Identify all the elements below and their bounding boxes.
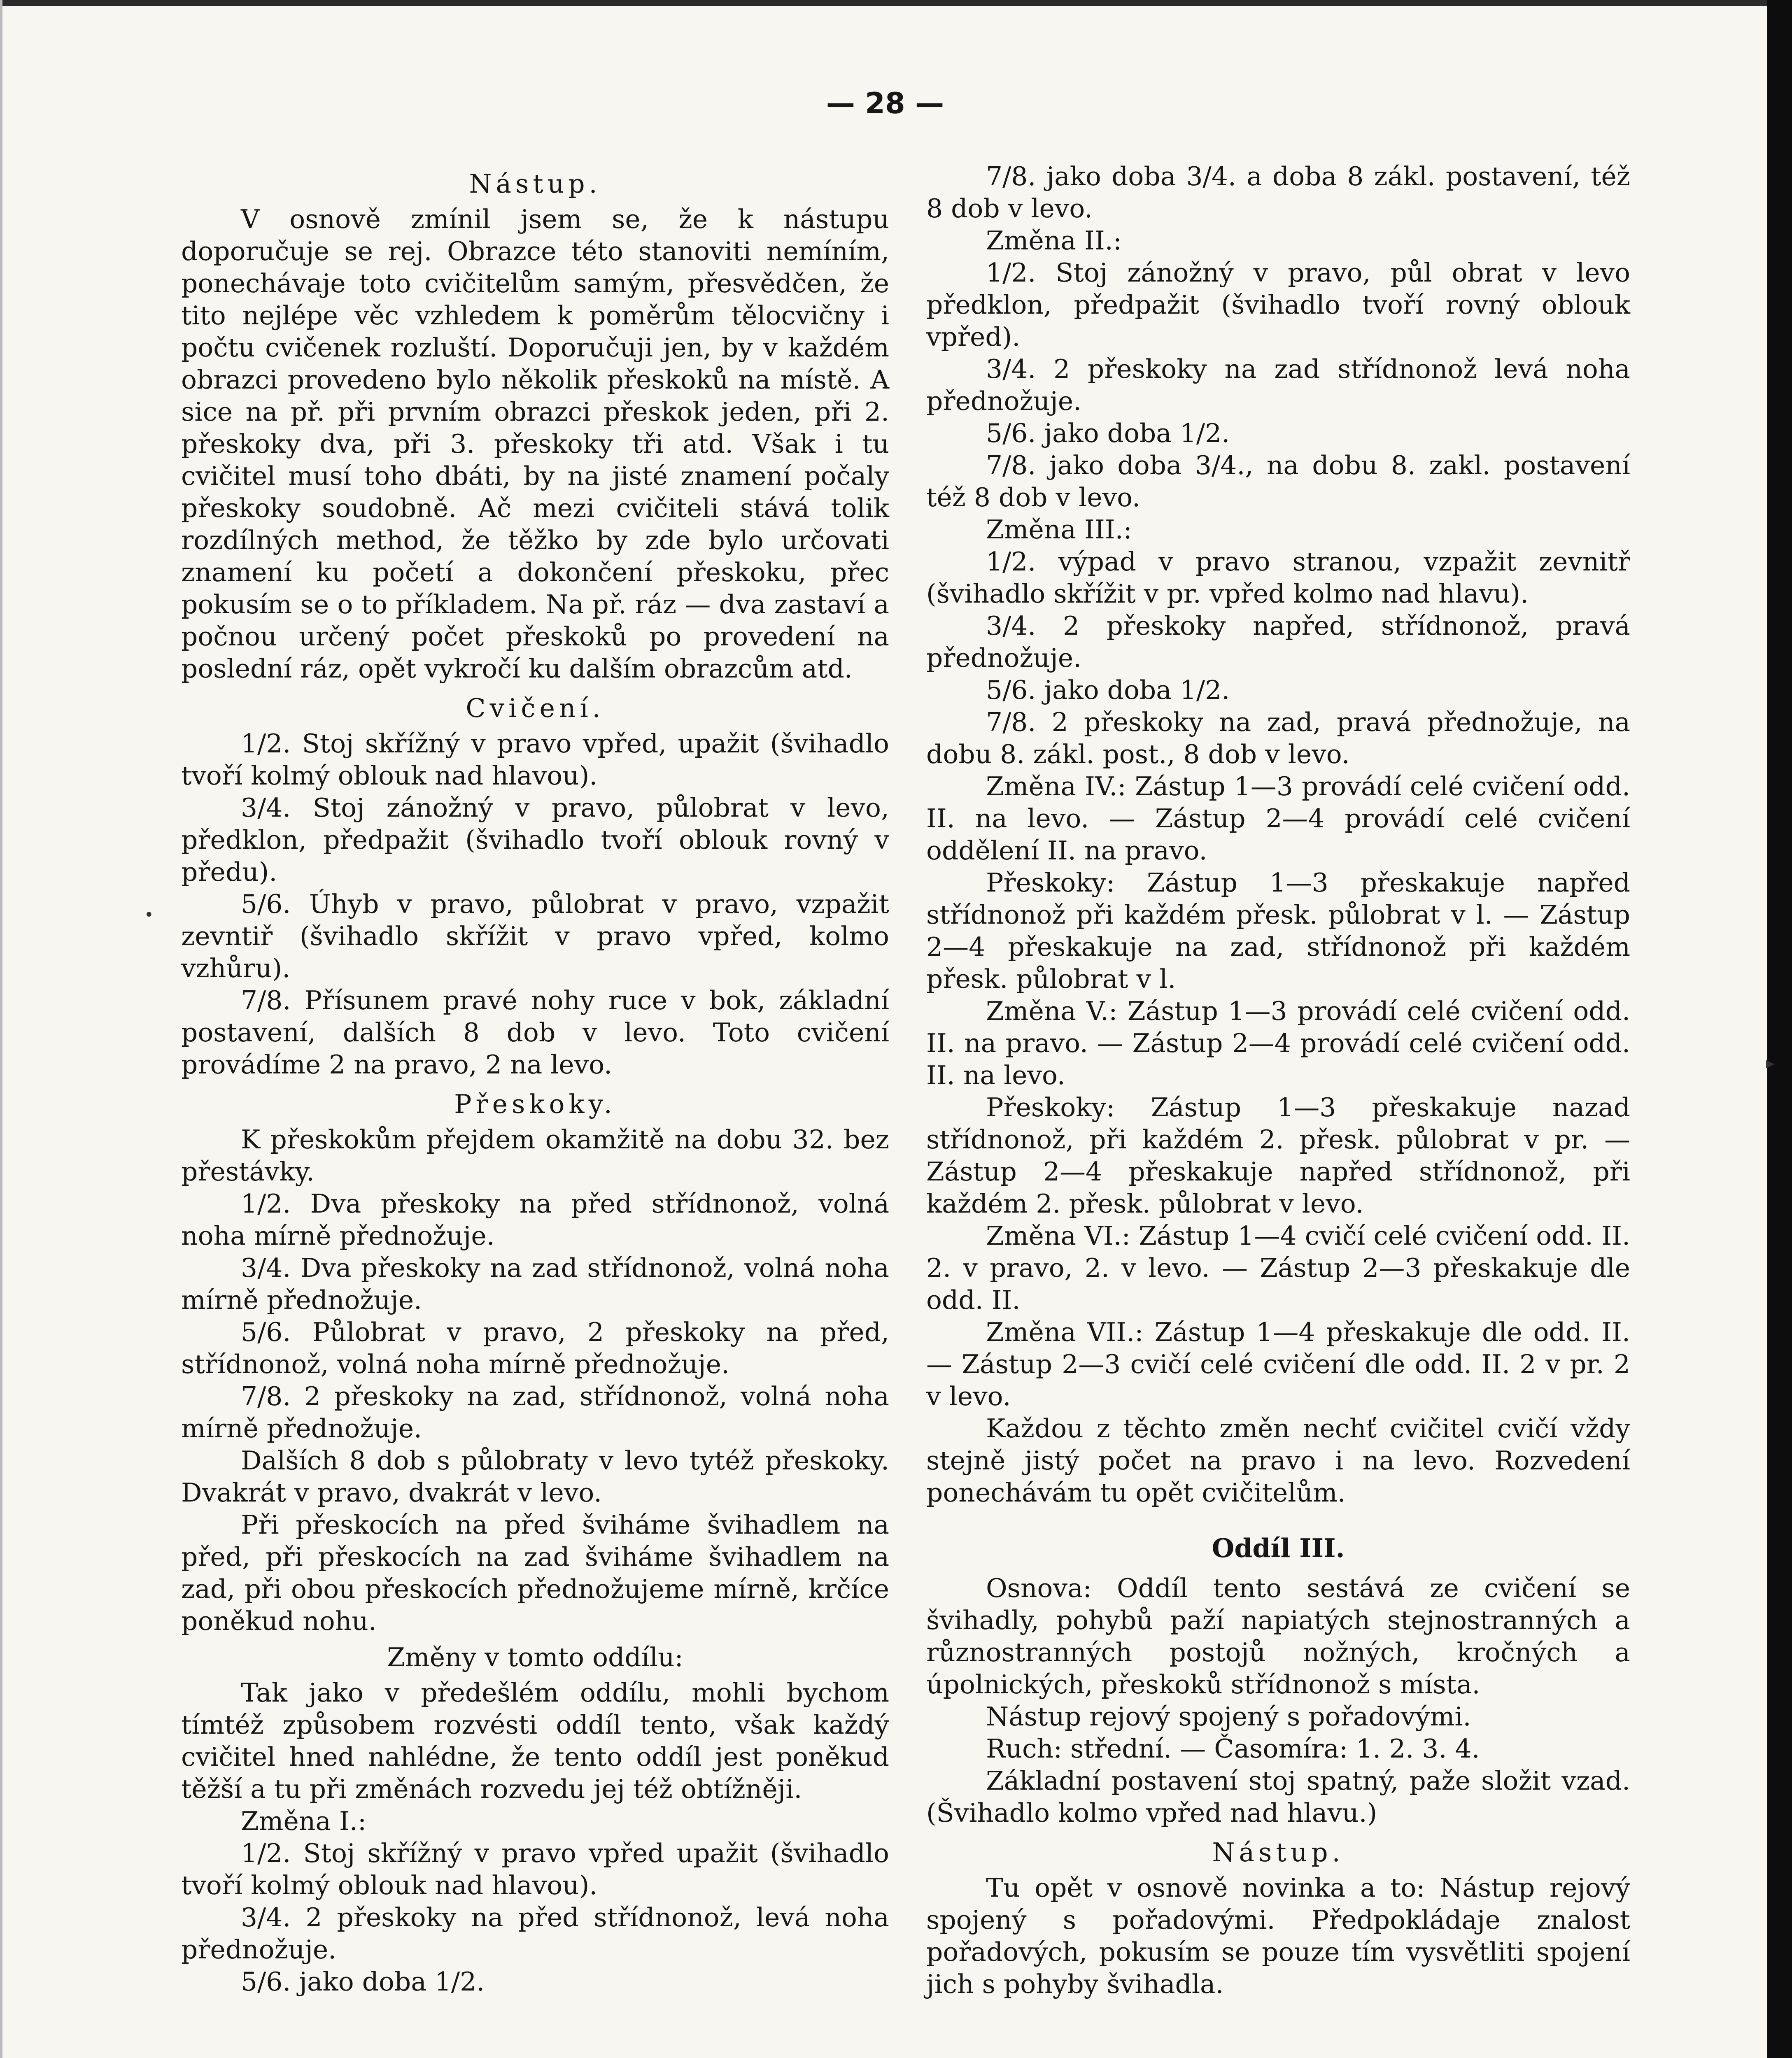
paragraph: 1/2. Stoj skřížný v pravo vpřed, upažit (švihadlo tvoří kolmý oblouk nad hlavou). [181,729,889,791]
paragraph: Dalších 8 dob s půlobraty v levo tytéž přeskoky. Dvakrát v pravo, dvakrát v levo. [181,1446,889,1508]
paragraph: 1/2. Dva přeskoky na před střídnonož, volná noha mírně přednožuje. [181,1189,889,1251]
paragraph: Změna V.: Zástup 1—3 provádí celé cvičení odd. II. na pravo. — Zástup 2—4 provádí celé cvičení odd. II. na levo. [926,996,1630,1090]
paragraph: 5/6. jako doba 1/2. [241,1967,485,1997]
paragraph: Tak jako v předešlém oddílu, mohli bychom tímtéž způsobem rozvésti oddíl tento, však každý cvičitel hned nahlédne, že tento oddíl jest poněkud těžší a tu při změnách rozvedu jej též obtížněji. [181,1678,889,1804]
paragraph: 3/4. Stoj zánožný v pravo, půlobrat v levo, předklon, předpažit (švihadlo tvoří oblouk rovný v předu). [181,793,889,887]
paragraph: 5/6. Úhyb v pravo, půlobrat v pravo, vzpažit zevntiř (švihadlo skřížit v pravo vpřed, kolmo vzhůru). [181,889,889,983]
paragraph: Každou z těchto změn nechť cvičitel cvičí vždy stejně jistý počet na pravo i na levo. Rozvedení ponechávám tu opět cvičitelům. [926,1413,1630,1508]
margin-mark: ▸ [1766,1054,1775,1073]
margin-mark: • [144,906,154,924]
paragraph: 7/8. 2 přeskoky na zad, pravá přednožuje, na dobu 8. zákl. post., 8 dob v levo. [926,707,1630,769]
right-column [926,161,1630,2000]
paragraph: 1/2. Stoj zánožný v pravo, půl obrat v levo předklon, předpažit (švihadlo tvoří rovný oblouk vpřed). [926,258,1630,352]
left-column [181,161,889,1998]
section-heading: Přeskoky. [454,1089,616,1119]
paragraph: Změna IV.: Zástup 1—3 provádí celé cvičení odd. II. na levo. — Zástup 2—4 provádí celé cvičení oddělení II. na pravo. [926,771,1630,866]
paragraph: K přeskokům přejdem okamžitě na dobu 32. bez přestávky. [181,1124,889,1187]
paragraph: 5/6. jako doba 1/2. [986,418,1230,448]
page-number: — 28 — [826,86,944,120]
paragraph: 7/8. jako doba 3/4. a doba 8 zákl. postavení, též 8 dob v levo. [926,161,1630,223]
paragraph: 3/4. Dva přeskoky na zad střídnonož, volná noha mírně přednožuje. [181,1253,889,1315]
paragraph: 1/2. výpad v pravo stranou, vzpažit zevnitř (švihadlo skřížit v pr. vpřed kolmo nad hlavu). [926,547,1630,609]
paragraph: Nástup rejový spojený s pořadovými. [986,1702,1471,1732]
paragraph: Změna II.: [986,226,1122,256]
paragraph: 7/8. jako doba 3/4., na dobu 8. zakl. postavení též 8 dob v levo. [926,450,1630,512]
paragraph: V osnově zmínil jsem se, že k nástupu doporučuje se rej. Obrazce této stanoviti nemíním, ponechávaje toto cvičitelům samým, přesvědčen, že tito nejlépe věc vzhledem k poměrům tělocvičny i počtu cvičenek rozluští. Doporučuji jen, by v každém obrazci provedeno bylo několik přeskoků na místě. A sice na př. při prvním obrazci přeskok jeden, při 2. přeskoky dva, při 3. přeskoky tři atd. Však i tu cvičitel musí toho dbáti, by na jisté znamení počaly přeskoky soudobně. Ač mezi cvičiteli stává tolik rozdílných method, že těžko by zde bylo určovati znamení ku početí a dokončení přeskoku, přec pokusím se o to příkladem. Na př. ráz — dva zastaví a počnou určený počet přeskoků po provedení na poslední ráz, opět vykročí ku dalším obrazcům atd. [181,204,889,684]
paragraph: 5/6. jako doba 1/2. [986,675,1230,705]
paragraph: 5/6. Půlobrat v pravo, 2 přeskoky na před, střídnonož, volná noha mírně přednožuje. [181,1317,889,1379]
chapter-heading: Oddíl III. [1212,1533,1345,1563]
paragraph: Ruch: střední. — Časomíra: 1. 2. 3. 4. [986,1734,1480,1764]
subheading: Změny v tomto oddílu: [387,1642,683,1672]
paragraph: Přeskoky: Zástup 1—3 přeskakuje napřed střídnonož při každém přesk. půlobrat v l. — Zástup 2—4 přeskakuje na zad, střídnonož při každém přesk. půlobrat v l. [926,868,1630,994]
section-heading: Nástup. [469,169,601,199]
paragraph: Změna VI.: Zástup 1—4 cvičí celé cvičení odd. II. 2. v pravo, 2. v levo. — Zástup 2—3 přeskakuje dle odd. II. [926,1221,1630,1315]
section-heading: Cvičení. [466,693,605,723]
paragraph: 1/2. Stoj skřížný v pravo vpřed upažit (švihadlo tvoří kolmý oblouk nad hlavou). [181,1838,889,1900]
paragraph: Při přeskocích na před šviháme švihadlem na před, při přeskocích na zad šviháme švihadlem na zad, při obou přeskocích přednožujeme mírně, krčíce poněkud nohu. [181,1510,889,1636]
paragraph: 3/4. 2 přeskoky na zad střídnonož levá noha přednožuje. [926,354,1630,416]
paragraph: Osnova: Oddíl tento sestává ze cvičení se švihadly, pohybů paží napiatých stejnostranných a různostranných postojů nožných, kročných a úpolnických, přeskoků střídnonož s místa. [926,1573,1630,1699]
scan-top-edge [0,0,1792,6]
paragraph: Tu opět v osnově novinka a to: Nástup rejový spojený s pořadovými. Předpokládaje znalost pořadových, pokusím se pouze tím vysvětliti spojení jich s pohyby švihadla. [926,1873,1630,1999]
paragraph: 3/4. 2 přeskoky napřed, střídnonož, pravá přednožuje. [926,611,1630,673]
paragraph: Změna VII.: Zástup 1—4 přeskakuje dle odd. II. — Zástup 2—3 cvičí celé cvičení dle odd. II. 2 v pr. 2 v levo. [926,1317,1630,1411]
scan-right-edge [1767,0,1792,2058]
paragraph: Změna III.: [986,514,1132,545]
paragraph: 7/8. 2 přeskoky na zad, střídnonož, volná noha mírně přednožuje. [181,1381,889,1443]
paragraph: Přeskoky: Zástup 1—3 přeskakuje nazad střídnonož, při každém 2. přesk. půlobrat v pr. — Zástup 2—4 přeskakuje napřed střídnonož, při každém 2. přesk. půlobrat v levo. [926,1092,1630,1219]
paragraph: Změna I.: [241,1806,367,1836]
paragraph: Základní postavení stoj spatný, paže složit vzad. (Švihadlo kolmo vpřed nad hlavu.) [926,1766,1630,1828]
paragraph: 7/8. Přísunem pravé nohy ruce v bok, základní postavení, dalších 8 dob v levo. Toto cvičení provádíme 2 na pravo, 2 na levo. [181,985,889,1080]
paragraph: 3/4. 2 přeskoky na před střídnonož, levá noha přednožuje. [181,1902,889,1965]
scan-left-edge [0,0,2,2058]
section-heading: Nástup. [1212,1837,1345,1867]
